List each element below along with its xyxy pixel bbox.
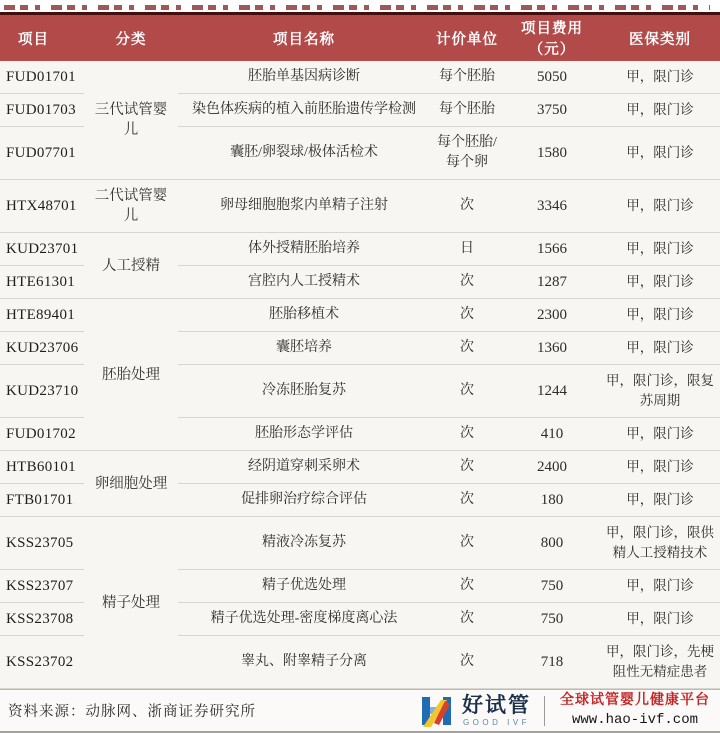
cell-project-name: 促排卵治疗综合评估 bbox=[178, 484, 430, 517]
cell-insurance-type: 甲，限门诊，限复苏周期 bbox=[600, 365, 720, 418]
footer bbox=[0, 689, 720, 733]
cell-project-name: 精子优选处理 bbox=[178, 570, 430, 603]
vertical-divider bbox=[544, 696, 545, 726]
cell-category: 胚胎处理 bbox=[84, 299, 178, 451]
cell-pricing-unit: 次 bbox=[430, 332, 504, 365]
cell-project-code: HTB60101 bbox=[0, 451, 84, 484]
cell-pricing-unit: 次 bbox=[430, 484, 504, 517]
cell-pricing-unit: 次 bbox=[430, 418, 504, 451]
cell-project-fee: 750 bbox=[504, 603, 600, 636]
cell-project-fee: 3750 bbox=[504, 94, 600, 127]
cell-project-fee: 1360 bbox=[504, 332, 600, 365]
cell-project-code: HTE89401 bbox=[0, 299, 84, 332]
cell-project-code: KSS23707 bbox=[0, 570, 84, 603]
source-note: 资料来源：动脉网、浙商证券研究所 bbox=[8, 704, 256, 720]
cell-pricing-unit: 日 bbox=[430, 233, 504, 266]
cell-insurance-type: 甲，限门诊 bbox=[600, 127, 720, 180]
cell-insurance-type: 甲，限门诊 bbox=[600, 418, 720, 451]
cell-project-code: FUD07701 bbox=[0, 127, 84, 180]
cell-project-code: HTE61301 bbox=[0, 266, 84, 299]
table-row bbox=[0, 61, 720, 94]
cell-insurance-type: 甲，限门诊 bbox=[600, 484, 720, 517]
cell-project-fee: 1244 bbox=[504, 365, 600, 418]
cell-pricing-unit: 次 bbox=[430, 636, 504, 689]
table-header-row bbox=[0, 14, 720, 62]
cell-project-fee: 1566 bbox=[504, 233, 600, 266]
cell-insurance-type: 甲，限门诊 bbox=[600, 299, 720, 332]
cell-pricing-unit: 每个胚胎 bbox=[430, 94, 504, 127]
cell-project-name: 精子优选处理-密度梯度离心法 bbox=[178, 603, 430, 636]
cell-pricing-unit: 次 bbox=[430, 603, 504, 636]
cell-project-name: 冷冻胚胎复苏 bbox=[178, 365, 430, 418]
cell-project-code: KSS23705 bbox=[0, 517, 84, 570]
cell-project-code: KSS23708 bbox=[0, 603, 84, 636]
brand-name: 好试管 bbox=[462, 692, 531, 717]
cell-project-name: 睾丸、附睾精子分离 bbox=[178, 636, 430, 689]
cell-project-fee: 3346 bbox=[504, 180, 600, 233]
cell-project-name: 宫腔内人工授精术 bbox=[178, 266, 430, 299]
cell-category: 卵细胞处理 bbox=[84, 451, 178, 517]
cell-category: 人工授精 bbox=[84, 233, 178, 299]
cell-insurance-type: 甲，限门诊 bbox=[600, 266, 720, 299]
table-row bbox=[0, 451, 720, 484]
cell-insurance-type: 甲，限门诊 bbox=[600, 332, 720, 365]
brand-url: www.hao-ivf.com bbox=[571, 711, 699, 728]
cell-project-fee: 1580 bbox=[504, 127, 600, 180]
brand-tagline-column bbox=[560, 693, 710, 727]
cell-insurance-type: 甲，限门诊 bbox=[600, 94, 720, 127]
column-header-project-code: 项目 bbox=[0, 14, 84, 62]
cell-project-name: 染色体疾病的植入前胚胎遗传学检测 bbox=[178, 94, 430, 127]
cell-pricing-unit: 次 bbox=[430, 266, 504, 299]
column-header-project-fee: 项目费用（元） bbox=[504, 14, 600, 62]
clipped-title-fragments bbox=[0, 0, 720, 12]
cell-project-code: KSS23702 bbox=[0, 636, 84, 689]
cell-project-code: FUD01703 bbox=[0, 94, 84, 127]
cell-project-name: 体外授精胚胎培养 bbox=[178, 233, 430, 266]
cell-insurance-type: 甲，限门诊，限供精人工授精技术 bbox=[600, 517, 720, 570]
cell-project-code: KUD23710 bbox=[0, 365, 84, 418]
cell-pricing-unit: 次 bbox=[430, 180, 504, 233]
column-header-pricing-unit: 计价单位 bbox=[430, 14, 504, 62]
cell-project-name: 经阴道穿刺采卵术 bbox=[178, 451, 430, 484]
cell-insurance-type: 甲，限门诊 bbox=[600, 603, 720, 636]
table-row bbox=[0, 517, 720, 570]
cell-project-code: FTB01701 bbox=[0, 484, 84, 517]
cell-pricing-unit: 次 bbox=[430, 451, 504, 484]
cell-insurance-type: 甲，限门诊 bbox=[600, 180, 720, 233]
cell-project-fee: 800 bbox=[504, 517, 600, 570]
cell-insurance-type: 甲，限门诊 bbox=[600, 570, 720, 603]
cell-project-fee: 2300 bbox=[504, 299, 600, 332]
cell-category: 二代试管婴儿 bbox=[84, 180, 178, 233]
cell-pricing-unit: 次 bbox=[430, 570, 504, 603]
brand-name-column bbox=[462, 692, 531, 727]
pricing-table bbox=[0, 12, 720, 689]
cell-project-code: KUD23701 bbox=[0, 233, 84, 266]
brand-tagline: 全球试管婴儿健康平台 bbox=[560, 693, 710, 709]
cell-insurance-type: 甲，限门诊 bbox=[600, 233, 720, 266]
brand-block bbox=[421, 693, 710, 727]
column-header-category: 分类 bbox=[84, 14, 178, 62]
cell-project-fee: 5050 bbox=[504, 61, 600, 94]
cell-insurance-type: 甲，限门诊 bbox=[600, 451, 720, 484]
cell-project-name: 囊胚培养 bbox=[178, 332, 430, 365]
cell-project-fee: 2400 bbox=[504, 451, 600, 484]
cell-insurance-type: 甲，限门诊 bbox=[600, 61, 720, 94]
cell-project-code: HTX48701 bbox=[0, 180, 84, 233]
cell-pricing-unit: 次 bbox=[430, 299, 504, 332]
cell-pricing-unit: 每个胚胎/每个卵 bbox=[430, 127, 504, 180]
cell-project-name: 囊胚/卵裂球/极体活检术 bbox=[178, 127, 430, 180]
brand-subtitle: GOOD IVF bbox=[462, 717, 531, 727]
table-row bbox=[0, 233, 720, 266]
cell-project-fee: 750 bbox=[504, 570, 600, 603]
cell-project-code: KUD23706 bbox=[0, 332, 84, 365]
good-ivf-logo-icon bbox=[421, 694, 455, 728]
cell-project-fee: 180 bbox=[504, 484, 600, 517]
cell-project-name: 胚胎形态学评估 bbox=[178, 418, 430, 451]
cell-project-name: 精液冷冻复苏 bbox=[178, 517, 430, 570]
column-header-project-name: 项目名称 bbox=[178, 14, 430, 62]
table-row bbox=[0, 180, 720, 233]
table-row bbox=[0, 299, 720, 332]
cell-project-fee: 1287 bbox=[504, 266, 600, 299]
cell-project-name: 胚胎移植术 bbox=[178, 299, 430, 332]
cell-pricing-unit: 次 bbox=[430, 517, 504, 570]
cell-category: 精子处理 bbox=[84, 517, 178, 689]
cell-project-code: FUD01702 bbox=[0, 418, 84, 451]
cell-project-fee: 718 bbox=[504, 636, 600, 689]
cell-category: 三代试管婴儿 bbox=[84, 61, 178, 180]
cell-project-name: 卵母细胞胞浆内单精子注射 bbox=[178, 180, 430, 233]
cell-project-code: FUD01701 bbox=[0, 61, 84, 94]
cell-project-name: 胚胎单基因病诊断 bbox=[178, 61, 430, 94]
cell-pricing-unit: 每个胚胎 bbox=[430, 61, 504, 94]
cell-project-fee: 410 bbox=[504, 418, 600, 451]
cell-insurance-type: 甲，限门诊，先梗阻性无精症患者 bbox=[600, 636, 720, 689]
column-header-insurance-type: 医保类别 bbox=[600, 14, 720, 62]
cell-pricing-unit: 次 bbox=[430, 365, 504, 418]
